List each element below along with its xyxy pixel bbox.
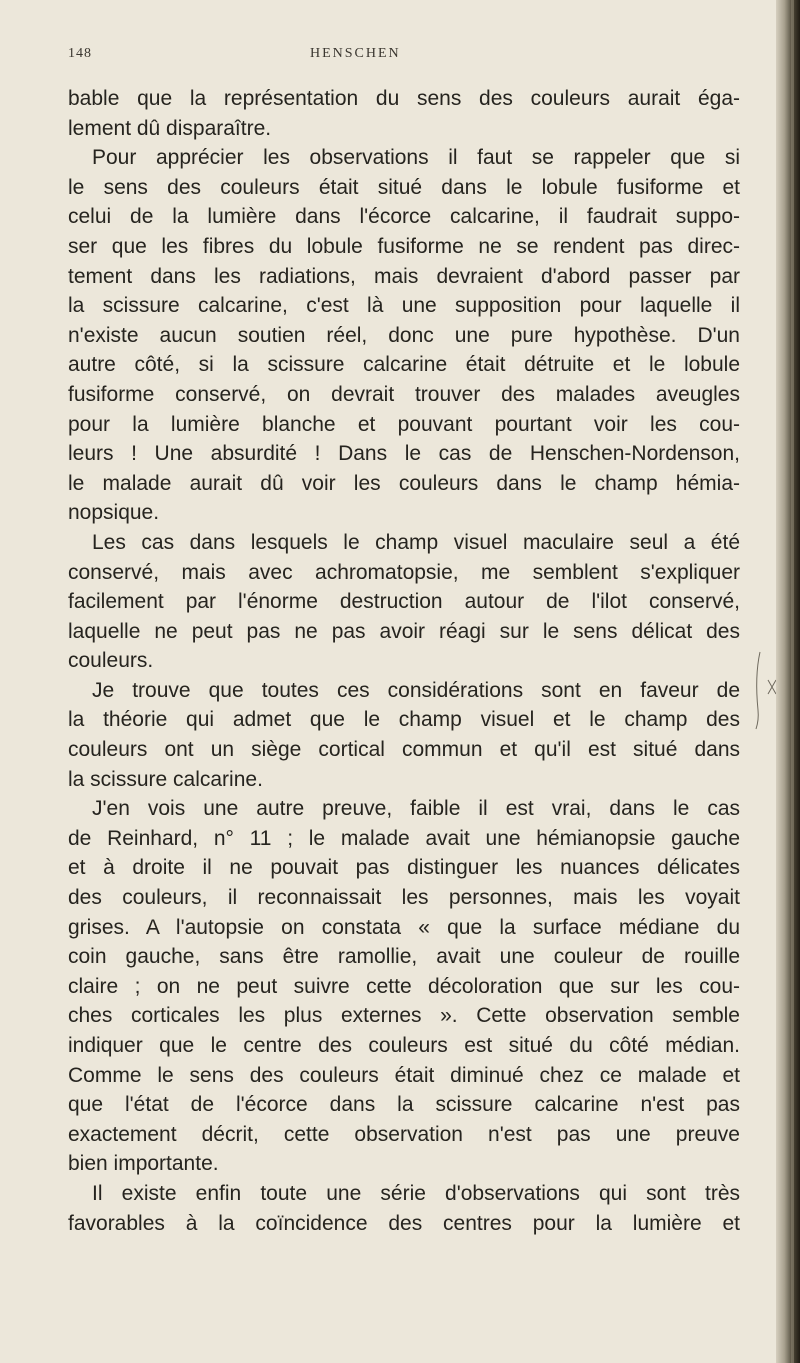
text-line: le malade aurait dû voir les couleurs dans le champ hémia-: [68, 471, 740, 495]
text-line: indiquer que le centre des couleurs est situé du côté médian.: [68, 1034, 740, 1057]
text-line: couleurs ont un siège cortical commun et qu'il est situé dans: [68, 738, 740, 762]
body-text: [68, 84, 740, 1238]
text-line: celui de la lumière dans l'écorce calcarine, il faudrait suppo-: [68, 205, 740, 229]
text-line: pour la lumière blanche et pouvant pourtant voir les cou-: [68, 412, 740, 436]
text-line: que l'état de l'écorce dans la scissure calcarine n'est pas: [68, 1093, 740, 1117]
text-line: Comme le sens des couleurs était diminué chez ce malade et: [68, 1063, 740, 1087]
text-line: Pour apprécier les observations il faut se rappeler que si: [92, 146, 740, 170]
text-line: exactement décrit, cette observation n'est pas une preuve: [68, 1122, 740, 1146]
text-line: la théorie qui admet que le champ visuel et le champ des: [68, 708, 740, 732]
text-line: nopsique.: [68, 501, 160, 525]
text-line: bien importante.: [68, 1152, 219, 1176]
text-line: de Reinhard, n° 11 ; le malade avait une hémianopsie gauche: [68, 826, 740, 850]
text-line: Je trouve que toutes ces considérations sont en faveur de: [92, 678, 740, 702]
text-line: facilement par l'énorme destruction autour de l'ilot conservé,: [68, 590, 740, 614]
text-line: grises. A l'autopsie on constata « que la surface médiane du: [68, 915, 740, 939]
text-line: laquelle ne peut pas ne pas avoir réagi sur le sens délicat des: [68, 619, 740, 643]
text-line: ches corticales les plus externes ». Cette observation semble: [68, 1004, 740, 1028]
text-line: et à droite il ne pouvait pas distinguer les nuances délicates: [68, 856, 740, 880]
text-line: J'en vois une autre preuve, faible il est vrai, dans le cas: [92, 797, 740, 821]
text-line: fusiforme conservé, on devrait trouver des malades aveugles: [68, 382, 740, 406]
text-line: le sens des couleurs était situé dans le lobule fusiforme et: [68, 175, 740, 199]
text-line: des couleurs, il reconnaissait les personnes, mais les voyait: [68, 886, 740, 910]
text-line: la scissure calcarine.: [68, 767, 263, 791]
text-line: leurs ! Une absurdité ! Dans le cas de Henschen-Nordenson,: [68, 442, 740, 466]
page-header-title: HENSCHEN: [310, 46, 401, 61]
text-line: n'existe aucun soutien réel, donc une pure hypothèse. D'un: [68, 323, 740, 347]
text-line: ser que les fibres du lobule fusiforme ne se rendent pas direc-: [68, 234, 740, 258]
page-number: 148: [68, 46, 92, 61]
text-line: bable que la représentation du sens des couleurs aurait éga-: [68, 87, 740, 110]
text-line: couleurs.: [68, 649, 154, 673]
text-line: conservé, mais avec achromatopsie, me semblent s'expliquer: [68, 560, 740, 584]
text-line: Les cas dans lesquels le champ visuel maculaire seul a été: [92, 530, 740, 554]
page-binding-edge: [776, 0, 800, 1363]
page-binding-edge-highlight: [791, 0, 794, 1363]
text-line: claire ; on ne peut suivre cette décoloration que sur les cou-: [68, 974, 740, 998]
text-line: lement dû disparaître.: [68, 116, 272, 140]
text-line: favorables à la coïncidence des centres pour la lumière et: [68, 1211, 740, 1235]
text-line: coin gauche, sans être ramollie, avait une couleur de rouille: [68, 945, 740, 969]
running-head: [68, 46, 752, 68]
text-line: tement dans les radiations, mais devraient d'abord passer par: [68, 264, 740, 288]
text-line: la scissure calcarine, c'est là une supposition pour laquelle il: [68, 294, 740, 318]
text-line: Il existe enfin toute une série d'observations qui sont très: [92, 1181, 740, 1205]
text-line: autre côté, si la scissure calcarine était détruite et le lobule: [68, 353, 740, 377]
